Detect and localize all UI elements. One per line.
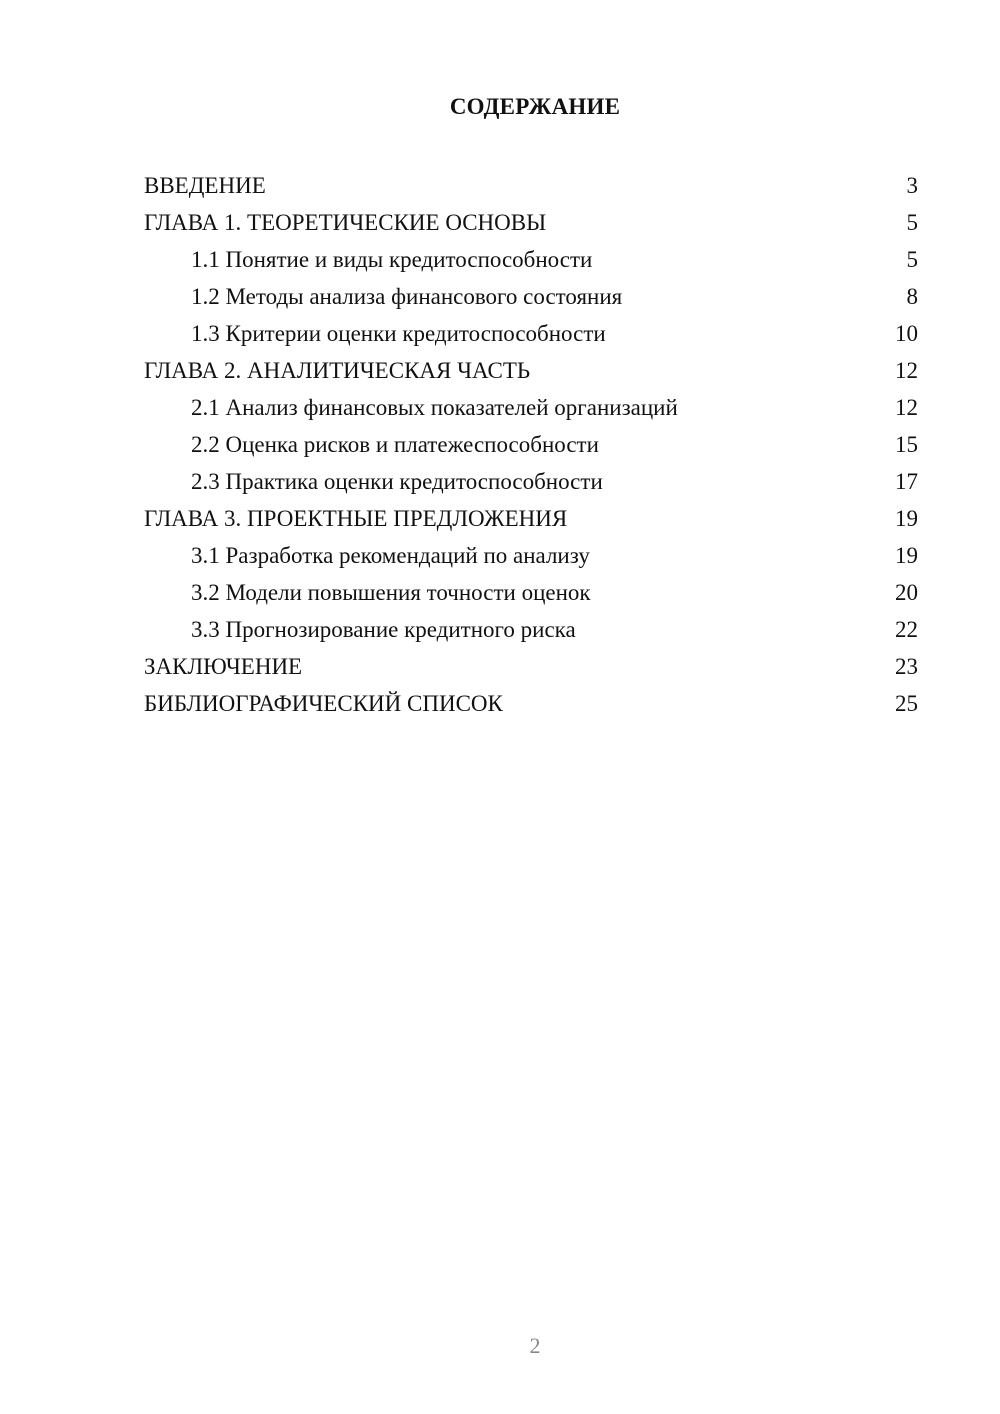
toc-entry-page: 23 (895, 654, 918, 679)
toc-entry-label: ЗАКЛЮЧЕНИЕ (144, 654, 303, 679)
toc-entry-section-2-3[interactable] (144, 463, 918, 500)
toc-entry-section-3-3[interactable] (144, 611, 918, 648)
toc-entry-label: 2.1 Анализ финансовых показателей организаций (191, 395, 678, 420)
toc-entry-page: 15 (895, 432, 918, 457)
toc-entry-page: 17 (895, 469, 918, 494)
toc-entry-chapter-1[interactable] (144, 204, 918, 241)
toc-entry-page: 12 (895, 358, 918, 383)
toc-entry-label: 1.3 Критерии оценки кредитоспособности (191, 321, 606, 346)
toc-entry-label: ВВЕДЕНИЕ (144, 173, 266, 198)
table-of-contents (144, 167, 918, 722)
toc-entry-section-3-1[interactable] (144, 537, 918, 574)
toc-entry-label: ГЛАВА 2. АНАЛИТИЧЕСКАЯ ЧАСТЬ (144, 358, 531, 383)
toc-entry-chapter-2[interactable] (144, 352, 918, 389)
toc-entry-page: 25 (895, 691, 918, 716)
toc-entry-section-2-2[interactable] (144, 426, 918, 463)
toc-entry-page: 20 (895, 580, 918, 605)
toc-entry-bibliography[interactable] (144, 685, 918, 722)
toc-entry-label: 2.2 Оценка рисков и платежеспособности (191, 432, 599, 457)
toc-entry-page: 19 (895, 543, 918, 568)
toc-entry-label: ГЛАВА 1. ТЕОРЕТИЧЕСКИЕ ОСНОВЫ (144, 210, 547, 235)
toc-entry-page: 5 (906, 210, 918, 235)
toc-entry-label: 1.1 Понятие и виды кредитоспособности (191, 247, 593, 272)
toc-entry-label: 1.2 Методы анализа финансового состояния (191, 284, 623, 309)
toc-entry-section-1-1[interactable] (144, 241, 918, 278)
toc-entry-page: 22 (895, 617, 918, 642)
toc-entry-label: ГЛАВА 3. ПРОЕКТНЫЕ ПРЕДЛОЖЕНИЯ (144, 506, 568, 531)
toc-entry-label: 3.2 Модели повышения точности оценок (191, 580, 591, 605)
toc-entry-introduction[interactable] (144, 167, 918, 204)
toc-entry-page: 10 (895, 321, 918, 346)
toc-entry-page: 19 (895, 506, 918, 531)
toc-entry-label: 3.3 Прогнозирование кредитного риска (191, 617, 576, 642)
toc-entry-section-2-1[interactable] (144, 389, 918, 426)
toc-entry-label: БИБЛИОГРАФИЧЕСКИЙ СПИСОК (144, 691, 503, 716)
toc-entry-section-1-3[interactable] (144, 315, 918, 352)
toc-entry-chapter-3[interactable] (144, 500, 918, 537)
toc-entry-page: 8 (906, 284, 918, 309)
toc-entry-page: 5 (906, 247, 918, 272)
toc-entry-label: 2.3 Практика оценки кредитоспособности (191, 469, 603, 494)
toc-title: СОДЕРЖАНИЕ (449, 94, 621, 119)
toc-entry-section-3-2[interactable] (144, 574, 918, 611)
toc-entry-conclusion[interactable] (144, 648, 918, 685)
toc-entry-page: 3 (906, 173, 918, 198)
page-number: 2 (529, 1333, 541, 1358)
toc-entry-section-1-2[interactable] (144, 278, 918, 315)
toc-entry-label: 3.1 Разработка рекомендаций по анализу (191, 543, 590, 568)
toc-entry-page: 12 (895, 395, 918, 420)
